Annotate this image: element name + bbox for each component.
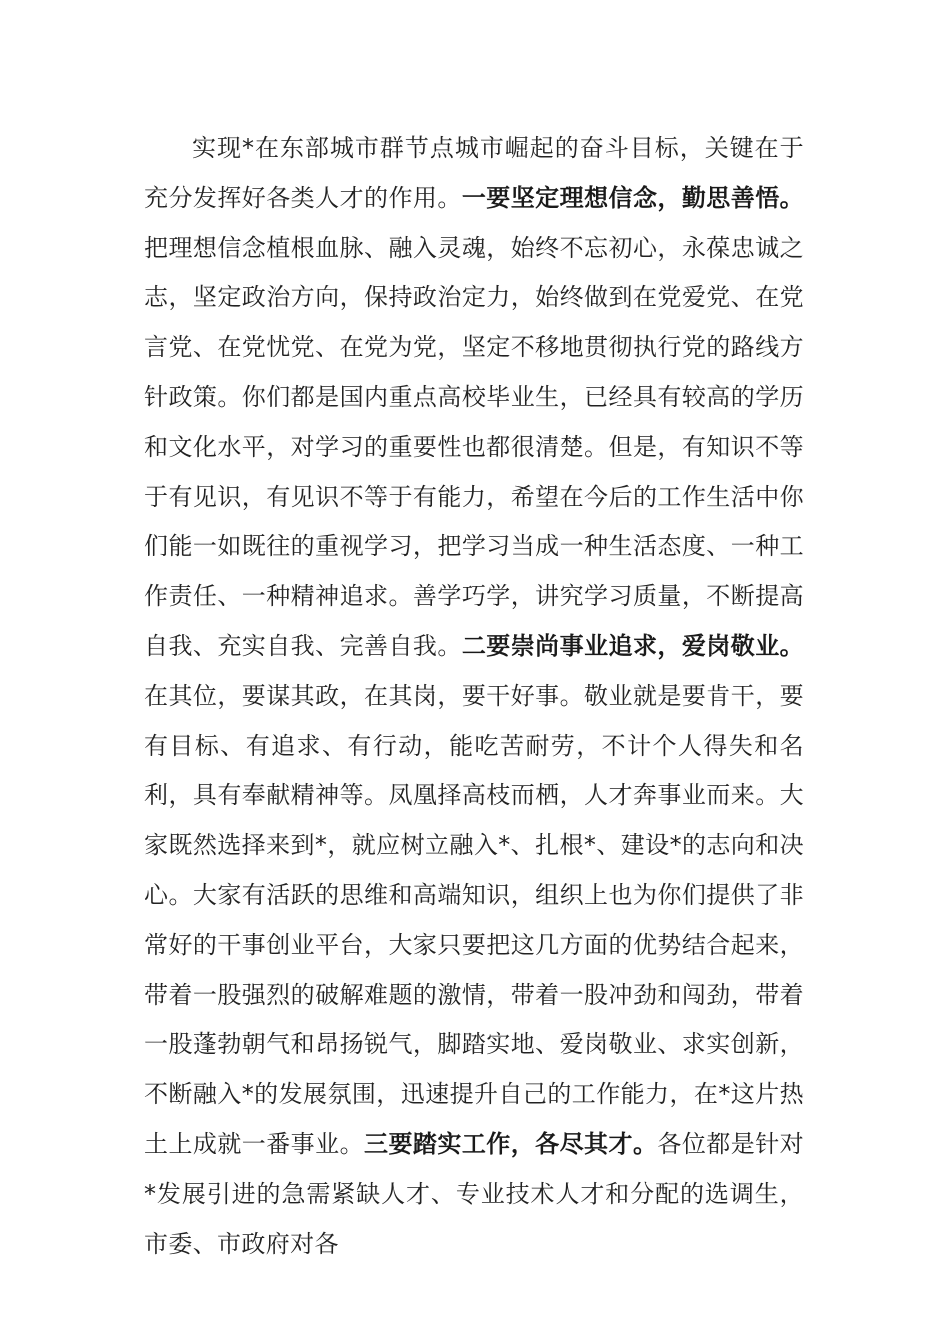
paragraph-run-point-one: 把理想信念植根血脉、融入灵魂，始终不忘初心，永葆忠诚之志，坚定政治方向，保持政治定力，始终做到在党爱党、在党言党、在党忧党、在党为党，坚定不移地贯彻执行党的路线方针政策。你们都是国内重点高校毕业生，已经具有较高的学历和文化水平，对学习的重要性也都很清楚。但是，有知识不等于有见识，有见识不等于有能力，希望在今后的工作生活中你们能一如既往的重视学习，把学习当成一种生活态度、一种工作责任、一种精神追求。善学巧学，讲究学习质量，不断提高自我、充实自我、完善自我。 [144, 233, 804, 660]
body-paragraph [144, 124, 804, 1269]
paragraph-run-intro: 实现*在东部城市群节点城市崛起的奋斗目标，关键在于充分发挥好各类人才的作用。 [144, 134, 804, 212]
heading-point-three: 三要踏实工作，各尽其才。 [364, 1129, 658, 1158]
heading-point-two: 二要崇尚事业追求，爱岗敬业。 [461, 631, 804, 660]
paragraph-run-point-three: 各位都是针对*发展引进的急需紧缺人才、专业技术人才和分配的选调生，市委、市政府对各 [144, 1129, 804, 1258]
paragraph-run-point-two: 在其位，要谋其政，在其岗，要干好事。敬业就是要肯干，要有目标、有追求、有行动，能吃苦耐劳，不计个人得失和名利，具有奉献精神等。凤凰择高枝而栖，人才奔事业而来。大家既然选择来到*，就应树立融入*、扎根*、建设*的志向和决心。大家有活跃的思维和高端知识，组织上也为你们提供了非常好的干事创业平台，大家只要把这几方面的优势结合起来，带着一股强烈的破解难题的激情，带着一股冲劲和闯劲，带着一股蓬勃朝气和昂扬锐气，脚踏实地、爱岗敬业、求实创新，不断融入*的发展氛围，迅速提升自己的工作能力，在*这片热土上成就一番事业。 [144, 681, 804, 1158]
heading-point-one: 一要坚定理想信念，勤思善悟。 [461, 183, 804, 212]
